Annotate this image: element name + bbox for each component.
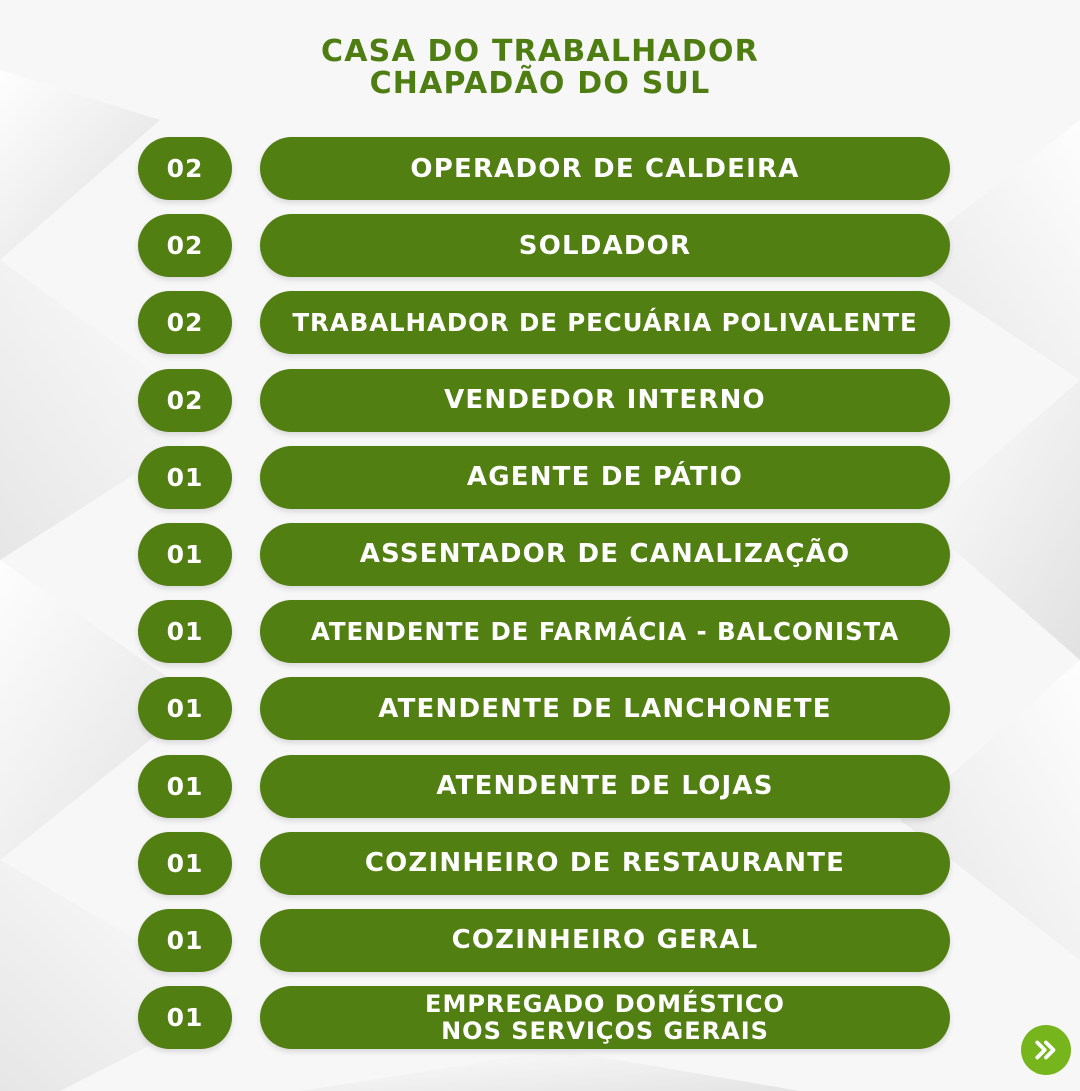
- job-count-badge: 01: [138, 600, 232, 663]
- job-count-badge: 01: [138, 677, 232, 740]
- job-list: [138, 137, 950, 1063]
- page-title-line1: CASA DO TRABALHADOR: [321, 34, 759, 69]
- job-title-pill: AGENTE DE PÁTIO: [260, 446, 950, 509]
- next-button[interactable]: [1021, 1025, 1071, 1075]
- job-title-line2: NOS SERVIÇOS GERAIS: [441, 1016, 769, 1045]
- job-count-badge: 02: [138, 369, 232, 432]
- job-row: [138, 909, 950, 972]
- job-row: [138, 446, 950, 509]
- job-title-pill: TRABALHADOR DE PECUÁRIA POLIVALENTE: [260, 291, 950, 354]
- job-count-badge: 02: [138, 137, 232, 200]
- job-count-badge: 01: [138, 446, 232, 509]
- job-row: [138, 291, 950, 354]
- double-chevron-right-icon: [1031, 1035, 1061, 1065]
- job-title-line1: EMPREGADO DOMÉSTICO: [425, 989, 785, 1018]
- job-row: [138, 369, 950, 432]
- job-count-badge: 01: [138, 986, 232, 1049]
- job-row: [138, 214, 950, 277]
- job-title-pill: [260, 986, 950, 1049]
- job-title-pill: SOLDADOR: [260, 214, 950, 277]
- page-title-line2: CHAPADÃO DO SUL: [369, 66, 711, 101]
- job-row: [138, 677, 950, 740]
- job-count-badge: 02: [138, 291, 232, 354]
- page-title: [0, 36, 1080, 100]
- job-title-pill: COZINHEIRO GERAL: [260, 909, 950, 972]
- job-row: [138, 600, 950, 663]
- job-count-badge: 01: [138, 755, 232, 818]
- job-title-pill: ASSENTADOR DE CANALIZAÇÃO: [260, 523, 950, 586]
- job-title-pill: COZINHEIRO DE RESTAURANTE: [260, 832, 950, 895]
- job-row: [138, 137, 950, 200]
- job-title-pill: ATENDENTE DE FARMÁCIA - BALCONISTA: [260, 600, 950, 663]
- job-title-pill: VENDEDOR INTERNO: [260, 369, 950, 432]
- job-title-pill: ATENDENTE DE LANCHONETE: [260, 677, 950, 740]
- job-row: [138, 523, 950, 586]
- job-title-pill: ATENDENTE DE LOJAS: [260, 755, 950, 818]
- job-row: [138, 755, 950, 818]
- job-count-badge: 01: [138, 523, 232, 586]
- job-count-badge: 01: [138, 909, 232, 972]
- job-count-badge: 01: [138, 832, 232, 895]
- job-count-badge: 02: [138, 214, 232, 277]
- job-row: [138, 986, 950, 1049]
- job-title-pill: OPERADOR DE CALDEIRA: [260, 137, 950, 200]
- job-row: [138, 832, 950, 895]
